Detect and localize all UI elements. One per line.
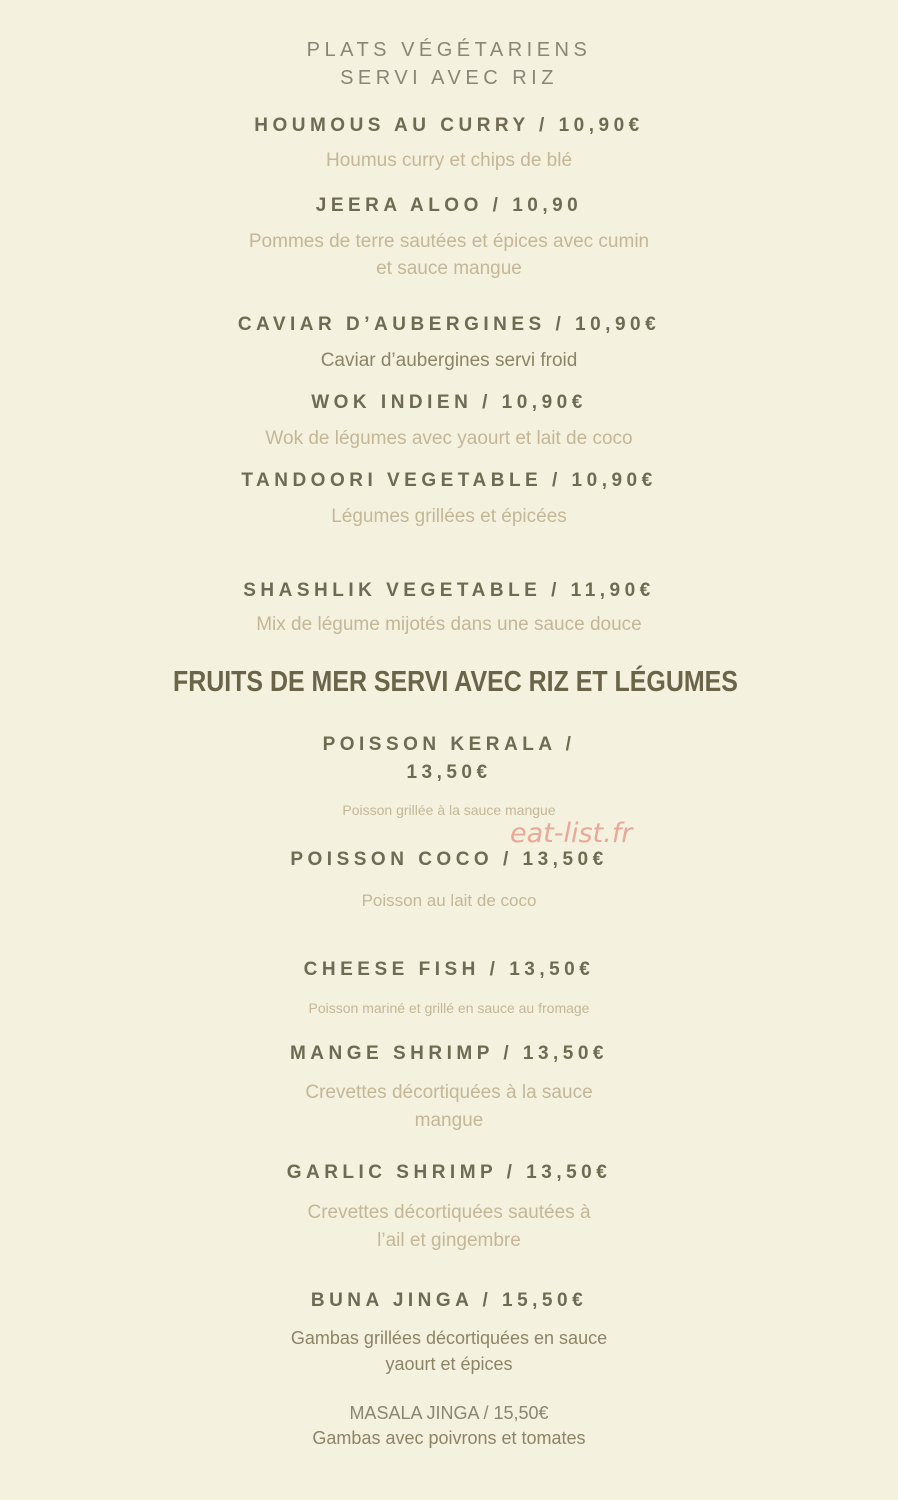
section-title-vegetarian: PLATS VÉGÉTARIENS — [306, 39, 592, 61]
dish-desc-jeera-aloo-line1: Pommes de terre sautées et épices avec cumin — [248, 231, 650, 252]
section-subtitle-vegetarian: SERVI AVEC RIZ — [340, 67, 558, 89]
watermark-text: eat-list.fr — [510, 818, 633, 849]
dish-name-poisson-kerala-line2: 13,50€ — [406, 762, 492, 783]
dish-desc-houmous: Houmus curry et chips de blé — [325, 150, 573, 171]
dish-desc-poisson-coco: Poisson au lait de coco — [361, 891, 537, 910]
dish-name-poisson-coco: POISSON COCO / 13,50€ — [290, 849, 608, 870]
dish-desc-garlic-shrimp-line2: l’ail et gingembre — [377, 1230, 521, 1251]
dish-name-buna-jinga: BUNA JINGA / 15,50€ — [310, 1290, 588, 1311]
dish-name-wok-indien: WOK INDIEN / 10,90€ — [311, 392, 587, 413]
dish-name-tandoori-vegetable: TANDOORI VEGETABLE / 10,90€ — [241, 470, 657, 491]
section-title-seafood: FRUITS DE MER SERVI AVEC RIZ ET LÉGUMES — [172, 666, 738, 698]
dish-name-poisson-kerala-line1: POISSON KERALA / — [322, 734, 576, 755]
dish-name-masala-jinga: MASALA JINGA / 15,50€ — [349, 1403, 549, 1423]
dish-desc-buna-jinga-line2: yaourt et épices — [385, 1354, 513, 1374]
dish-desc-shashlik-vegetable: Mix de légume mijotés dans une sauce douce — [256, 614, 642, 635]
dish-desc-garlic-shrimp-line1: Crevettes décortiquées sautées à — [307, 1202, 591, 1223]
dish-name-garlic-shrimp: GARLIC SHRIMP / 13,50€ — [286, 1162, 612, 1183]
dish-desc-tandoori-vegetable: Légumes grillées et épicées — [331, 506, 567, 527]
dish-desc-poisson-kerala: Poisson grillée à la sauce mangue — [342, 802, 556, 818]
dish-name-mange-shrimp: MANGE SHRIMP / 13,50€ — [289, 1043, 608, 1064]
dish-name-shashlik-vegetable: SHASHLIK VEGETABLE / 11,90€ — [243, 580, 655, 601]
dish-desc-buna-jinga-line1: Gambas grillées décortiquées en sauce — [290, 1328, 608, 1348]
dish-desc-caviar-aubergines: Caviar d’aubergines servi froid — [320, 350, 578, 371]
dish-desc-masala-jinga: Gambas avec poivrons et tomates — [312, 1428, 586, 1448]
dish-name-cheese-fish: CHEESE FISH / 13,50€ — [303, 959, 595, 980]
dish-name-caviar-aubergines: CAVIAR D’AUBERGINES / 10,90€ — [237, 314, 661, 335]
dish-name-jeera-aloo: JEERA ALOO / 10,90 — [315, 195, 583, 216]
dish-name-houmous: HOUMOUS AU CURRY / 10,90€ — [254, 115, 644, 136]
dish-desc-cheese-fish: Poisson mariné et grillé en sauce au fromage — [308, 1000, 590, 1016]
dish-desc-mange-shrimp-line2: mangue — [414, 1110, 484, 1131]
dish-desc-wok-indien: Wok de légumes avec yaourt et lait de coco — [265, 428, 633, 449]
dish-desc-mange-shrimp-line1: Crevettes décortiquées à la sauce — [305, 1082, 593, 1103]
dish-desc-jeera-aloo-line2: et sauce mangue — [376, 258, 522, 279]
